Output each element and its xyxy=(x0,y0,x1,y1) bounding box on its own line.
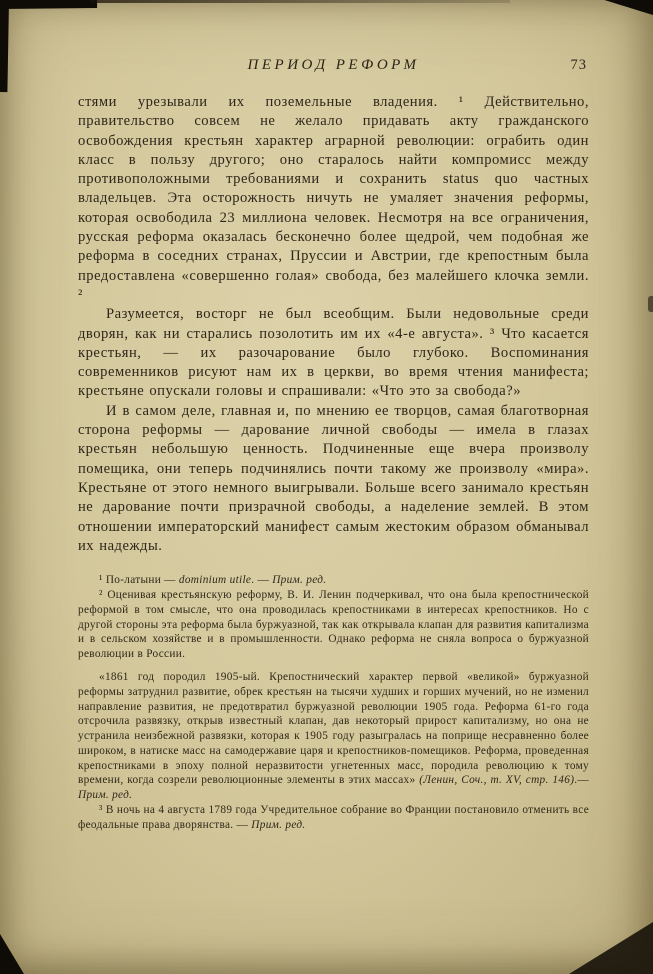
page-header xyxy=(78,56,589,78)
footnote-text: По-латыни — xyxy=(105,574,179,587)
footnote-3 xyxy=(78,803,589,833)
editor-note-signature: Прим. ред. xyxy=(272,574,327,587)
footnote-marker: ² xyxy=(99,588,103,601)
scan-artifact-bottom-right-wedge xyxy=(569,922,653,974)
editor-note-signature: Прим. ред. xyxy=(78,789,133,802)
citation: (Ленин, Соч., т. XV, стр. 146) xyxy=(419,774,575,787)
page-number: 73 xyxy=(570,57,587,73)
footnote-2-quote xyxy=(78,670,589,803)
footnote-text: Оценивая крестьянскую реформу, В. И. Ленин подчеркивал, что она была крепостнической реформой в том смысле, что она проводилась крепостниками в интересах крепостников. Но с другой стороны эта реформа была буржуазной, так как открывала клапан для развития капитализма и в сельском хозяйстве и в промышленности. Однако реформа не сняла вопроса о буржуазной революции в России. xyxy=(78,588,589,661)
scan-artifact-top-edge-line xyxy=(90,0,510,3)
footnote-text: В ночь на 4 августа 1789 года Учредительное собрание во Франции постановило отменить все феодальные права дворянства. — xyxy=(78,804,590,831)
footnote-marker: ³ xyxy=(99,804,103,817)
paragraph: И в самом деле, главная и, по мнению ее творцов, самая благотворная сторона реформы — дарование личной свободы — имела в глазах крестьян небольшую ценность. Подчиненные еще вчера произволу помещика, они теперь подчинялись почти такому же произволу «мира». Крестьяне от этого немного выигрывали. Больше всего занимало крестьян не дарование почти призрачной свободы, а наделение землей. В этом отношении императорский манифест самым жестоким образом обманывал их надежды. xyxy=(78,402,589,554)
footnotes-section xyxy=(78,573,589,833)
footnote-2 xyxy=(78,588,589,662)
paragraph: стями урезывали их поземельные владения. ¹ Действительно, правительство совсем не желало придавать акту гражданского освобождения крестьян характер аграрной революции: ограбить один класс в пользу другого; оно старалось найти компромисс между противоположными требованиями и сохранить status quo частных владельцев. Эта осторожность ничуть не умаляет значения реформы, которая освободила 23 миллиона человек. Несмотря на все ограничения, русская реформа оказалась бесконечно более щедрой, чем подобная же реформа в соседних странах, Пруссии и Австрии, где крепостным была предоставлена «совершенно голая» свобода, без малейшего клочка земли. ² xyxy=(78,94,589,303)
paragraph: Разумеется, восторг не был всеобщим. Были недовольные среди дворян, как ни старались позолотить им их «4-е августа». ³ Что касается крестьян, — их разочарование было глубоко. Воспоминания современников рисуют нам их в церкви, во время чтения манифеста; крестьяне опускали головы и спрашивали: «Что это за свобода?» xyxy=(78,306,589,400)
scan-artifact-right-smudge xyxy=(648,296,653,312)
scan-artifact-bottom-left-wedge xyxy=(0,934,24,974)
footnote-text: .— xyxy=(574,774,589,787)
footnote-latin-term: dominium utile xyxy=(178,574,252,587)
scan-artifact-left-strip xyxy=(0,0,9,92)
quote-text: «1861 год породил 1905-ый. Крепостнический характер первой «великой» буржуазной реформы затруднил развитие, обрек крестьян на тысячи худших и горших мучений, но не изменил направление развития, не предотвратил буржуазной революции 1905 года. Реформа 61-го года отсрочила развязку, открыв известный клапан, дав некоторый прирост капитализму, но она не устранила неизбежной развязки, которая к 1905 году разыгралась на поприще несравненно более широком, в натиске масс на самодержавие царя и крепостников-помещиков. Реформа, проведенная крепостниками в эпоху полной неразвитости угнетенных масс, породила революцию к тому времени, когда созрели революционные элементы в этих массах» xyxy=(78,670,589,787)
body-text xyxy=(78,93,589,556)
footnote-1 xyxy=(78,573,589,588)
scan-artifact-top-left-bar xyxy=(0,0,97,9)
running-title: ПЕРИОД РЕФОРМ xyxy=(247,57,420,73)
editor-note-signature: Прим. ред. xyxy=(251,818,306,831)
footnote-marker: ¹ xyxy=(99,574,103,587)
scan-artifact-top-right-wedge xyxy=(599,0,653,15)
footnote-text: . — xyxy=(251,574,273,587)
